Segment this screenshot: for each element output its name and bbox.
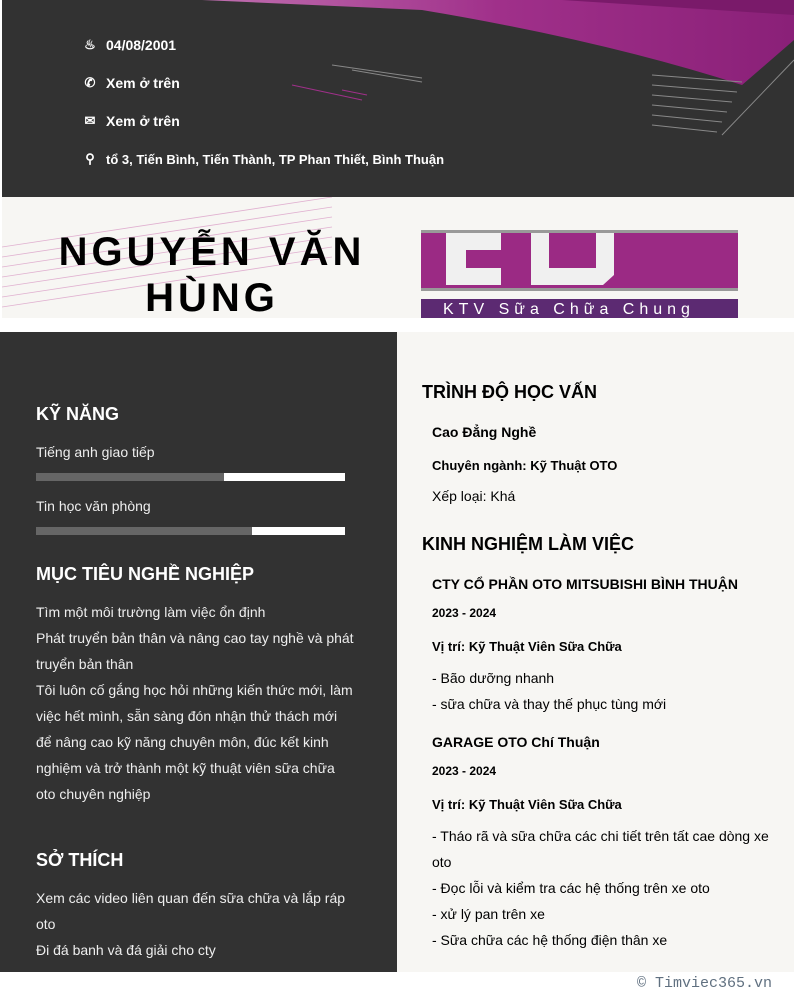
name-band — [2, 197, 794, 318]
skill-bar — [36, 527, 345, 535]
cake-icon: ♨ — [84, 37, 96, 52]
skill-bar-fill — [36, 473, 224, 481]
job-role-banner: KTV Sữa Chữa Chung — [421, 299, 738, 318]
envelope-icon: ✉ — [84, 113, 96, 128]
objective-text: Tìm một môi trường làm việc ổn định Phát truyển bản thân và nâng cao tay nghề và phát truyển bản thân Tôi luôn cố gắng học hỏi những kiến thức mới, làm việc hết mình, sẵn sàng đón nhận thử thách mới để nâng cao kỹ năng chuyên môn, đúc kết kinh nghiệm và trở thành một kỹ thuật viên sữa chữa oto chuyên nghiệp — [36, 604, 354, 802]
job-position: Vị trí: Kỹ Thuật Viên Sữa Chữa — [432, 639, 622, 654]
phone-icon: ✆ — [84, 75, 96, 90]
skills-title: KỸ NĂNG — [36, 404, 120, 424]
header-decoration — [2, 0, 794, 197]
footer-watermark: © Timviec365.vn — [636, 975, 772, 992]
job-position: Vị trí: Kỹ Thuật Viên Sữa Chữa — [432, 797, 622, 812]
education-school: Cao Đẳng Nghề — [432, 424, 537, 440]
job-tasks: - Tháo rã và sữa chữa các chi tiết trên tất cae dòng xe oto - Đọc lỗi và kiểm tra các hệ thống trên xe oto - xử lý pan trên xe - Sữa chữa các hệ thống điện thân xe — [432, 828, 769, 948]
objective-title: MỤC TIÊU NGHỀ NGHIỆP — [36, 564, 255, 584]
phone-row — [82, 75, 180, 91]
experience-title: KINH NGHIỆM LÀM VIỆC — [422, 534, 635, 554]
name-line1: NGUYỄN VĂN — [58, 230, 366, 274]
hobbies-text: Xem các video liên quan đến sữa chữa và lắp ráp oto Đi đá banh và đá giải cho cty — [36, 890, 346, 958]
address-row — [82, 151, 444, 167]
email-text: Xem ở trên — [106, 113, 180, 129]
job-company: GARAGE OTO Chí Thuận — [432, 734, 600, 750]
job-period: 2023 - 2024 — [432, 606, 497, 620]
right-column — [397, 332, 794, 972]
phone-text: Xem ở trên — [106, 75, 180, 91]
skill-bar-fill — [36, 527, 252, 535]
education-title: TRÌNH ĐỘ HỌC VẤN — [422, 382, 597, 402]
candidate-name — [42, 229, 382, 318]
job-company: CTY CỔ PHẦN OTO MITSUBISHI BÌNH THUẬN — [432, 576, 738, 592]
map-marker-icon: ⚲ — [85, 151, 95, 166]
education-major: Chuyên ngành: Kỹ Thuật OTO — [432, 458, 618, 473]
header-contact-band — [2, 0, 794, 197]
education-grade: Xếp loại: Khá — [432, 488, 516, 504]
skill-label: Tin học văn phòng — [36, 498, 151, 514]
hobbies-title: SỞ THÍCH — [36, 850, 124, 870]
birthday-row — [82, 37, 176, 53]
left-column — [0, 332, 397, 972]
skill-bar — [36, 473, 345, 481]
address-text: tổ 3, Tiến Bình, Tiến Thành, TP Phan Thiết, Bình Thuận — [106, 151, 445, 167]
name-line2: HÙNG — [145, 276, 279, 318]
job-period: 2023 - 2024 — [432, 764, 497, 778]
birthday-text: 04/08/2001 — [106, 37, 177, 53]
email-row — [82, 113, 180, 129]
skill-label: Tiếng anh giao tiếp — [36, 444, 155, 460]
job-tasks: - Bão dưỡng nhanh - sữa chữa và thay thế phục tùng mới — [432, 670, 667, 712]
